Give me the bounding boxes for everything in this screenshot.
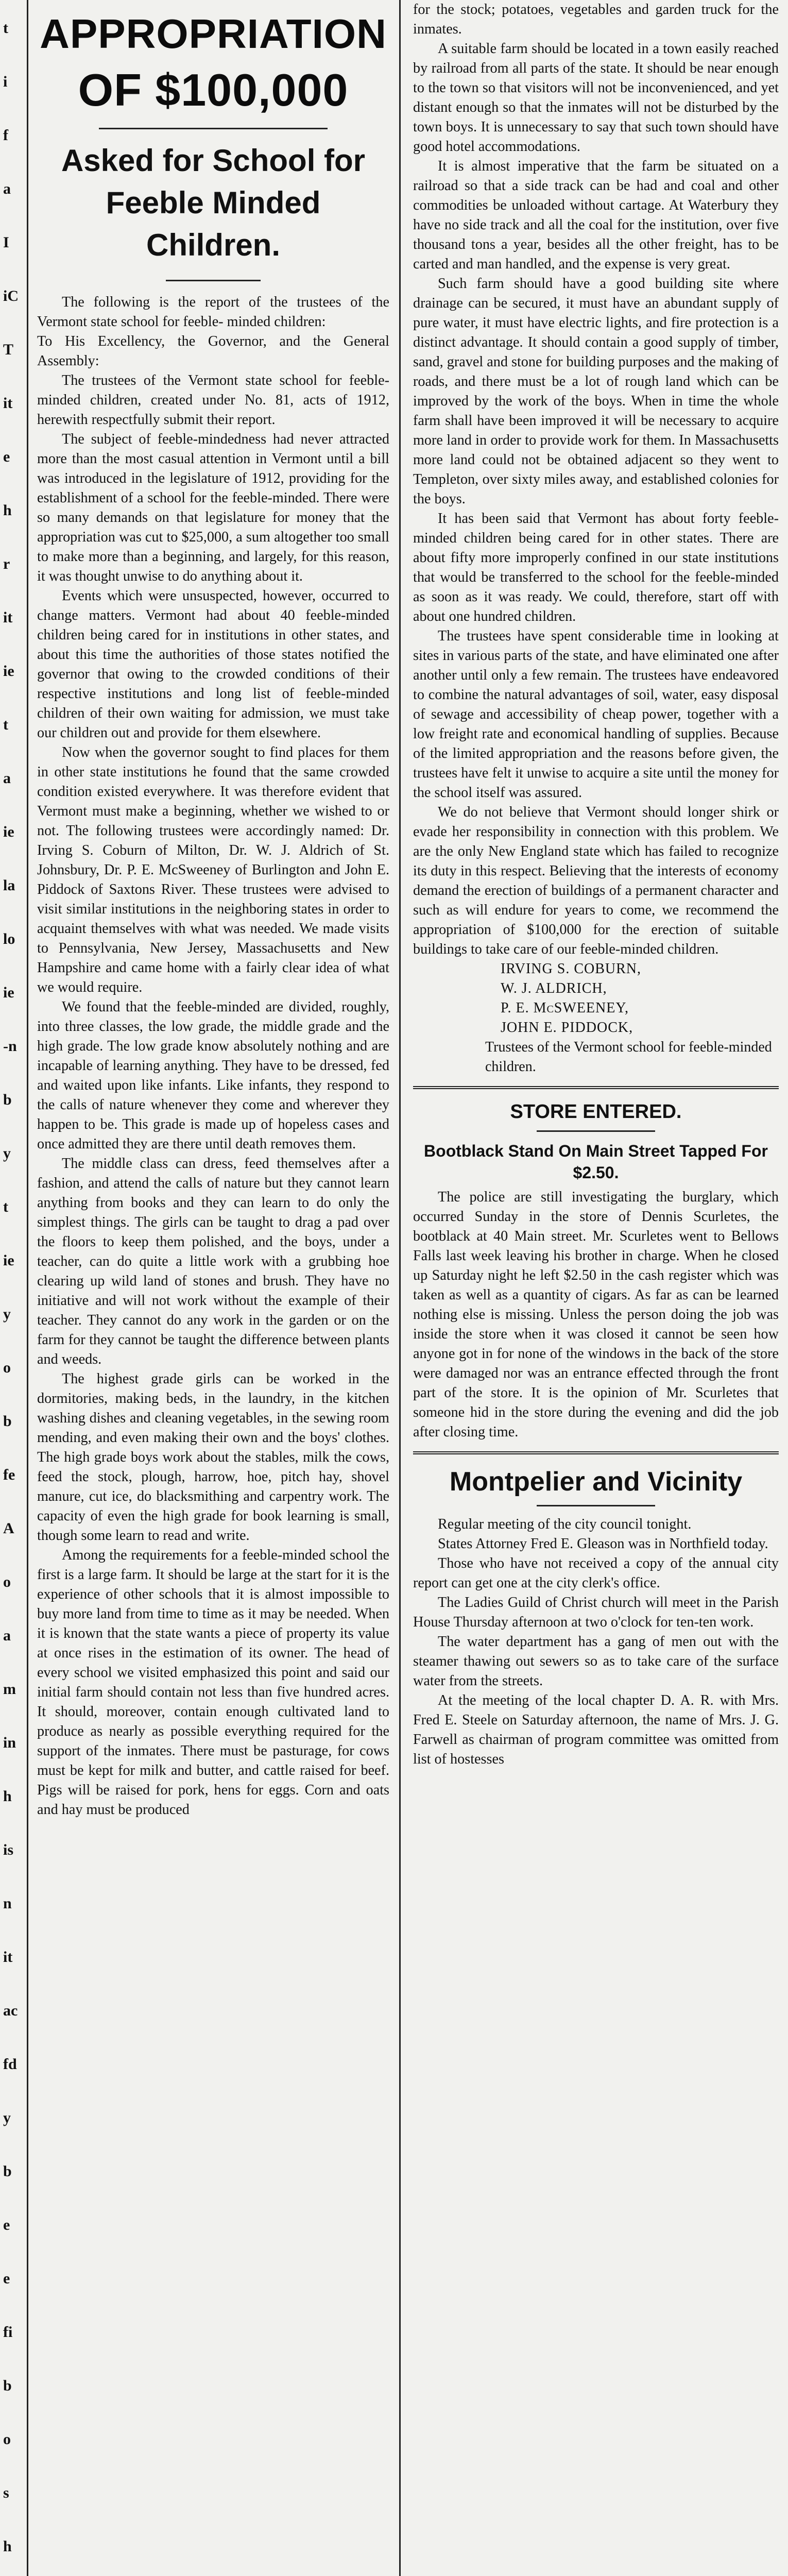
edge-fragment: e — [3, 2216, 10, 2233]
edge-fragment: A — [3, 1520, 14, 1537]
paragraph: The trustees of the Vermont state school for feeble-minded children, created under No. 81, acts of 1912, herewith respectfully submit their report. — [37, 372, 389, 428]
left-edge-fragments — [0, 0, 28, 2576]
article-continuation — [413, 0, 779, 959]
edge-fragment: i — [3, 73, 8, 90]
section-divider — [413, 1086, 779, 1089]
montpelier-vicinity-headline: Montpelier and Vicinity — [449, 1467, 743, 1497]
column-continued-and-local-news — [407, 0, 783, 2576]
subhead-divider — [166, 280, 261, 281]
edge-fragment: I — [3, 234, 9, 251]
edge-fragment: m — [3, 1681, 16, 1698]
edge-fragment: a — [3, 770, 11, 787]
paragraph: Events which were unsuspected, however, occurred to change matters. Vermont had about 40 feeble-minded children being cared for in institutions in other states, and about this time the authorities of those states notified the governor that owing to the crowded conditions of their respective institutions and long list of feeble-minded children of their own waiting for admission, we must take our children out and provide for them elsewhere. — [37, 588, 389, 741]
paragraph: The trustees have spent considerable time in looking at sites in various parts of the state, and have eliminated one after another until only a few remain. The trustees have endeavored to combine the natural advantages of soil, water, easy disposal of sewage and accessibility of cheap power, together with a low freight rate and economical handling of supplies. Because of the limited appropriation and the reasons before given, the trustees have felt it unwise to acquire a site until the money for the school itself was assured. — [413, 628, 779, 801]
edge-fragment: h — [3, 2538, 12, 2555]
signature-line: P. E. McSWEENEY, — [501, 1000, 629, 1016]
paragraph: The highest grade girls can be worked in the dormitories, making beds, in the laundry, in the kitchen washing dishes and cleaning vegetables, in the sewing room mending, and even making their own and the boys' clothes. The high grade boys work about the stables, milk the cows, feed the stock, plough, harrow, hoe, pitch hay, shovel manure, cut ice, do blacksmithing and carpentry work. The capacity of even the high grade for book learning is small, though some learn to read and write. — [37, 1371, 389, 1544]
edge-fragment: ie — [3, 984, 14, 1001]
column-appropriation-article — [33, 0, 393, 2576]
edge-fragment: e — [3, 2270, 10, 2287]
article-body — [37, 293, 389, 1820]
edge-fragment: o — [3, 1573, 11, 1590]
paragraph: Such farm should have a good building site where drainage can be secured, it must have an abundant supply of pure water, it must have electric lights, and fire protection is a distinct advantage. It should contain a good supply of timber, sand, gravel and stone for building purposes and the making of roads, and there must be a lot of rough land which can be improved by the work of the boys. When in time the whole farm shall have been improved it will be necessary to acquire more land in order to provide work for them. In Massachusetts more land could not be obtained adjacent so they went to Templeton, over sixty miles away, and established colonies for the boys. — [413, 276, 779, 507]
edge-fragment: -n — [3, 1038, 17, 1055]
paragraph: The water department has a gang of men out with the steamer thawing out sewers so as to take care of the surface water from the streets. — [413, 1634, 779, 1689]
paragraph: for the stock; potatoes, vegetables and garden truck for the inmates. — [413, 2, 779, 37]
edge-fragment: b — [3, 2163, 12, 2180]
edge-fragment: ac — [3, 2002, 18, 2019]
edge-fragment: fd — [3, 2056, 17, 2073]
paragraph: The following is the report of the trustees of the Vermont state school for feeble- minded children: — [37, 294, 389, 330]
mv-headline-rule — [537, 1505, 655, 1506]
edge-fragment: s — [3, 2484, 9, 2501]
edge-fragment: t — [3, 20, 8, 37]
section-divider — [413, 1451, 779, 1454]
edge-fragment: lo — [3, 930, 15, 947]
edge-fragment: b — [3, 1091, 12, 1108]
edge-fragment: it — [3, 609, 13, 626]
paragraph: To His Excellency, the Governor, and the General Assembly: — [37, 333, 389, 369]
edge-fragment: r — [3, 555, 10, 572]
edge-fragment: h — [3, 502, 12, 519]
edge-fragment: y — [3, 1306, 11, 1323]
paragraph: We do not believe that Vermont should longer shirk or evade her responsibility in connection with this problem. We are the only New England state which has failed to recognize its duty in this respect. Believing that the interests of economy demand the erection of buildings of a permanent character and such as will endure for years to come, we recommend the appropriation of $100,000 for the erection of suitable buildings to take care of our feeble-minded children. — [413, 804, 779, 957]
edge-fragment: t — [3, 1198, 8, 1215]
edge-fragment: fi — [3, 2324, 13, 2341]
edge-fragment: b — [3, 2377, 12, 2394]
trustee-signatures — [413, 959, 779, 1077]
edge-fragment: b — [3, 1413, 12, 1430]
edge-fragment: in — [3, 1734, 16, 1751]
edge-fragment: it — [3, 1948, 13, 1965]
store-entered-subheadline: Bootblack Stand On Main Street Tapped For $2.50. — [424, 1142, 768, 1182]
local-news-items — [413, 1515, 779, 1769]
store-entered-headline: STORE ENTERED. — [510, 1101, 682, 1123]
paragraph: States Attorney Fred E. Gleason was in Northfield today. — [438, 1536, 768, 1552]
paragraph: The subject of feeble-mindedness had never attracted more than the most casual attention in Vermont until a bill was introduced in the legislature of 1912, providing for the establishment of a school for the feeble-minded. There were so many demands on that legislature for money that the appropriation was cut to $25,000, a sum altogether too small to make more than a beginning, and largely, for this reason, it was thought unwise to do anything about it. — [37, 431, 389, 584]
edge-fragment: o — [3, 1359, 11, 1376]
signature-line: IRVING S. COBURN, — [501, 961, 642, 977]
edge-fragment: n — [3, 1895, 12, 1912]
paragraph: The Ladies Guild of Christ church will meet in the Parish House Thursday afternoon at two o'clock for ten-ten work. — [413, 1595, 779, 1630]
column-rule — [399, 0, 401, 2576]
edge-fragment: y — [3, 2109, 11, 2126]
paragraph: It is almost imperative that the farm be situated on a railroad so that a side track can be had and coal and other commodities be unloaded without cartage. At Waterbury they have no side track and all the coal for the institution, over five thousand tons a year, besides all the other freight, has to be carted and man handled, and the expense is very great. — [413, 158, 779, 272]
edge-fragment: is — [3, 1841, 14, 1858]
paragraph: Among the requirements for a feeble-minded school the first is a large farm. It should be large at the start for it is the experience of other schools that it is almost impossible to buy more land from time to time as it may be needed. When it is known that the state wants a piece of property its value at once rises in the estimation of its owner. The head of every school we visited emphasized this point and said our initial farm should contain not less than five hundred acres. It should, moreover, contain enough cultivated land to produce as nearly as possible everything required for the support of the inmates. There must be pasturage, for cows must be kept for milk and butter, and cattle raised for beef. Pigs will be raised for pork, hens for eggs. Corn and oats and hay must be produced — [37, 1547, 389, 1818]
paragraph: At the meeting of the local chapter D. A. R. with Mrs. Fred E. Steele on Saturday afternoon, the name of Mrs. J. G. Farwell as chairman of program committee was omitted from list of hostesses — [413, 1692, 779, 1767]
headline-divider — [99, 128, 328, 129]
paragraph: Now when the governor sought to find places for them in other state institutions he found that the same crowded condition existed everywhere. It was therefore evident that Vermont must make a beginning, whether we wished to or not. The following trustees were accordingly named: Dr. Irving S. Coburn of Milton, Dr. W. J. Aldrich of St. Johnsbury, Dr. P. E. McSweeney of Burlington and John E. Piddock of Saxtons River. These trustees were advised to visit similar institutions in the neighboring states in order to acquaint themselves with what was needed. We made visits to Pennsylvania, New Jersey, Massachusetts and New Hampshire and came home with a fairly clear idea of what we would require. — [37, 744, 389, 995]
paragraph: The middle class can dress, feed themselves after a fashion, and attend the calls of nature but they cannot learn anything from books and they can learn to do only the simplest things. The girls can be taught to drag a pad over the floors to keep them polished, and the boys, under a teacher, can do quite a little work with a grubbing hoe clearing up wild land of stones and brush. They have no initiative and will not work without the example of their teacher. They cannot do any work in the garden or on the farm for they cannot be taught the difference between plants and weeds. — [37, 1156, 389, 1367]
edge-fragment: T — [3, 341, 14, 358]
edge-fragment: e — [3, 448, 10, 465]
edge-fragment: ie — [3, 663, 14, 680]
edge-fragment: t — [3, 716, 8, 733]
edge-fragment: it — [3, 395, 13, 412]
edge-fragment: ie — [3, 1252, 14, 1269]
paragraph: Those who have not received a copy of the annual city report can get one at the city clerk's office. — [413, 1555, 779, 1591]
edge-fragment: f — [3, 127, 8, 144]
paragraph: It has been said that Vermont has about forty feeble-minded children being cared for in other states. There are about fifty more improperly confined in our state institutions that would be transferred to the school for the feeble-minded as soon as it was ready. We could, therefore, start off with about one hundred children. — [413, 511, 779, 624]
edge-fragment: o — [3, 2431, 11, 2448]
headline-line-1: APPROPRIATION — [40, 11, 387, 57]
signature-line: W. J. ALDRICH, — [501, 980, 607, 996]
edge-fragment: h — [3, 1788, 12, 1805]
paragraph: A suitable farm should be located in a town easily reached by railroad from all parts of the state. It should be near enough to the town so that visitors will not be inconvenienced, and yet distant enough so that the inmates will not be disturbed by the town boys. It is unnecessary to say that such town should have good hotel accommodations. — [413, 41, 779, 155]
store-headline-rule — [537, 1130, 655, 1132]
edge-fragment: y — [3, 1145, 11, 1162]
edge-fragment: a — [3, 180, 11, 197]
edge-fragment: ie — [3, 823, 14, 840]
article-subheadline: Asked for School for Feeble Minded Children. — [61, 143, 366, 262]
edge-fragment: la — [3, 877, 15, 894]
edge-fragment: fe — [3, 1466, 15, 1483]
store-entered-body: The police are still investigating the burglary, which occurred Sunday in the store of Dennis Scurletes, the bootblack at 40 Main street. Mr. Scurletes went to Bellows Falls last week leaving his brother in charge. When he closed up Saturday night he left $2.50 in the cash register which was taken as well as a quantity of cigars. As far as can be learned nothing else is missing. Unless the person doing the job was inside the store when it was closed it cannot be seen how anyone got in for none of the windows in the back of the store were damaged nor was an entrance effected through the front part of the store. It is the opinion of Mr. Scurletes that someone hid in the store during the evening and did the job after closing time. — [413, 1189, 779, 1440]
edge-fragment: iC — [3, 287, 19, 304]
paragraph: Regular meeting of the city council tonight. — [438, 1516, 692, 1532]
edge-fragment: a — [3, 1627, 11, 1644]
signature-note: Trustees of the Vermont school for feeble-minded children. — [485, 1039, 772, 1075]
paragraph: We found that the feeble-minded are divided, roughly, into three classes, the low grade, the middle grade and the high grade. The low grade know absolutely nothing and are incapable of learning anything. They have to be dressed, fed and waited upon like infants. Like infants, they respond to the calls of nature whenever they come and wherever they happen to be. This grade is made up of hopeless cases and once admitted they are there until death removes them. — [37, 999, 389, 1152]
headline-line-2: OF $100,000 — [78, 64, 349, 115]
signature-line: JOHN E. PIDDOCK, — [501, 1020, 633, 1036]
